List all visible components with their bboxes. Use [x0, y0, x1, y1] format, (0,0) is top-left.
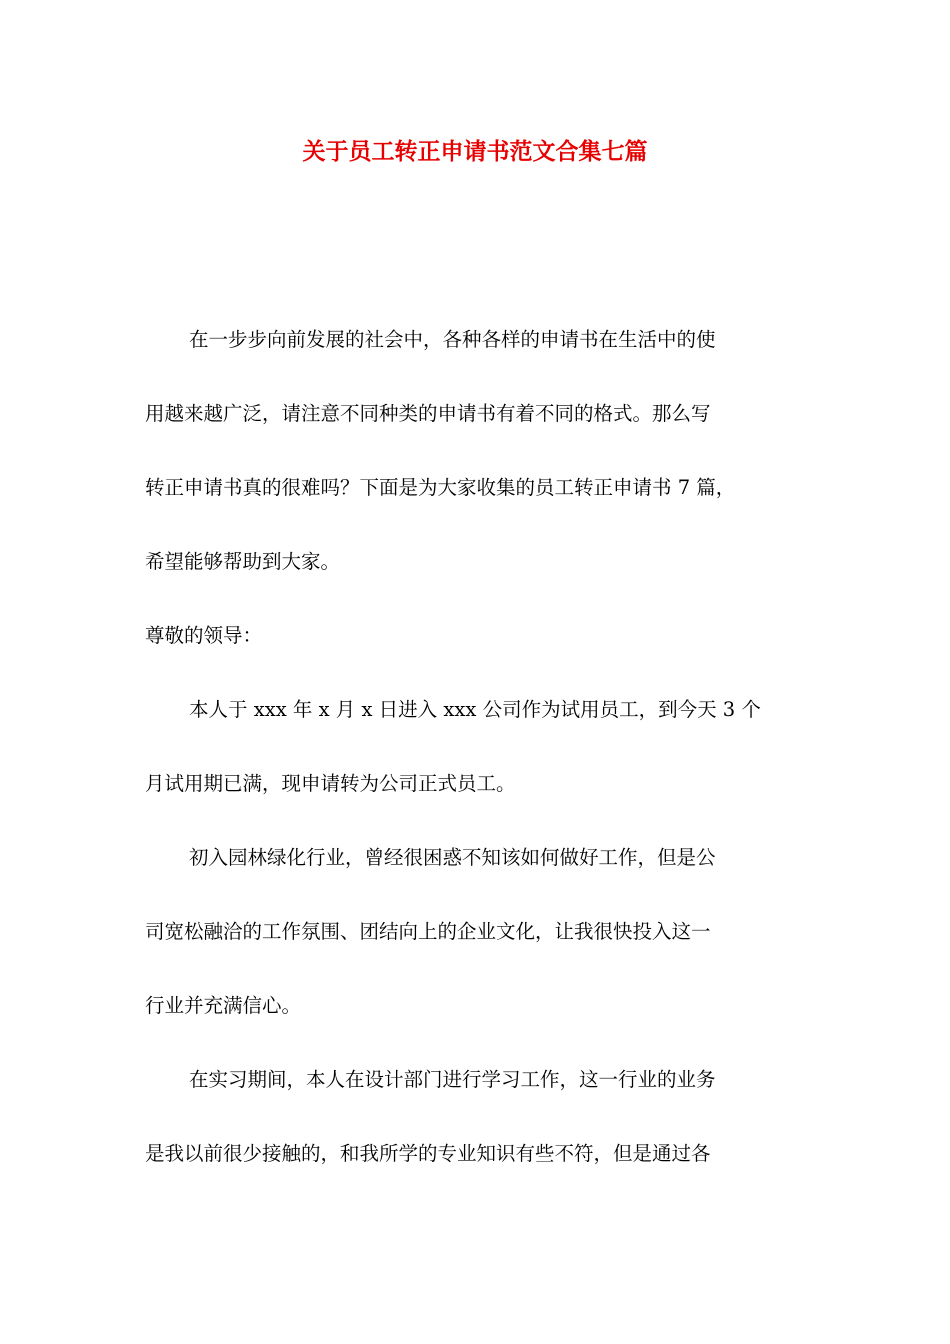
- text-line-12: 是我以前很少接触的，和我所学的专业知识有些不符，但是通过各: [145, 1142, 711, 1165]
- text-line-2: 用越来越广泛，请注意不同种类的申请书有着不同的格式。那么写: [145, 402, 711, 425]
- salutation-line: 尊敬的领导：: [145, 624, 263, 647]
- text-line-11: 在实习期间，本人在设计部门进行学习工作，这一行业的业务: [189, 1068, 716, 1091]
- text-line-10: 行业并充满信心。: [145, 994, 302, 1017]
- text-line-6: 本人于 xxx 年 x 月 x 日进入 xxx 公司作为试用员工，到今天 3 个: [189, 698, 761, 721]
- text-line-4: 希望能够帮助到大家。: [145, 550, 341, 573]
- text-line-3: 转正申请书真的很难吗？下面是为大家收集的员工转正申请书 7 篇，: [145, 476, 736, 499]
- text-line-9: 司宽松融洽的工作氛围、团结向上的企业文化，让我很快投入这一: [145, 920, 711, 943]
- text-line-7: 月试用期已满，现申请转为公司正式员工。: [145, 772, 516, 795]
- text-line-1: 在一步步向前发展的社会中，各种各样的申请书在生活中的使: [189, 328, 716, 351]
- text-line-8: 初入园林绿化行业，曾经很困惑不知该如何做好工作，但是公: [189, 846, 716, 869]
- document-title: 关于员工转正申请书范文合集七篇: [302, 138, 648, 165]
- document-body: [145, 322, 807, 1210]
